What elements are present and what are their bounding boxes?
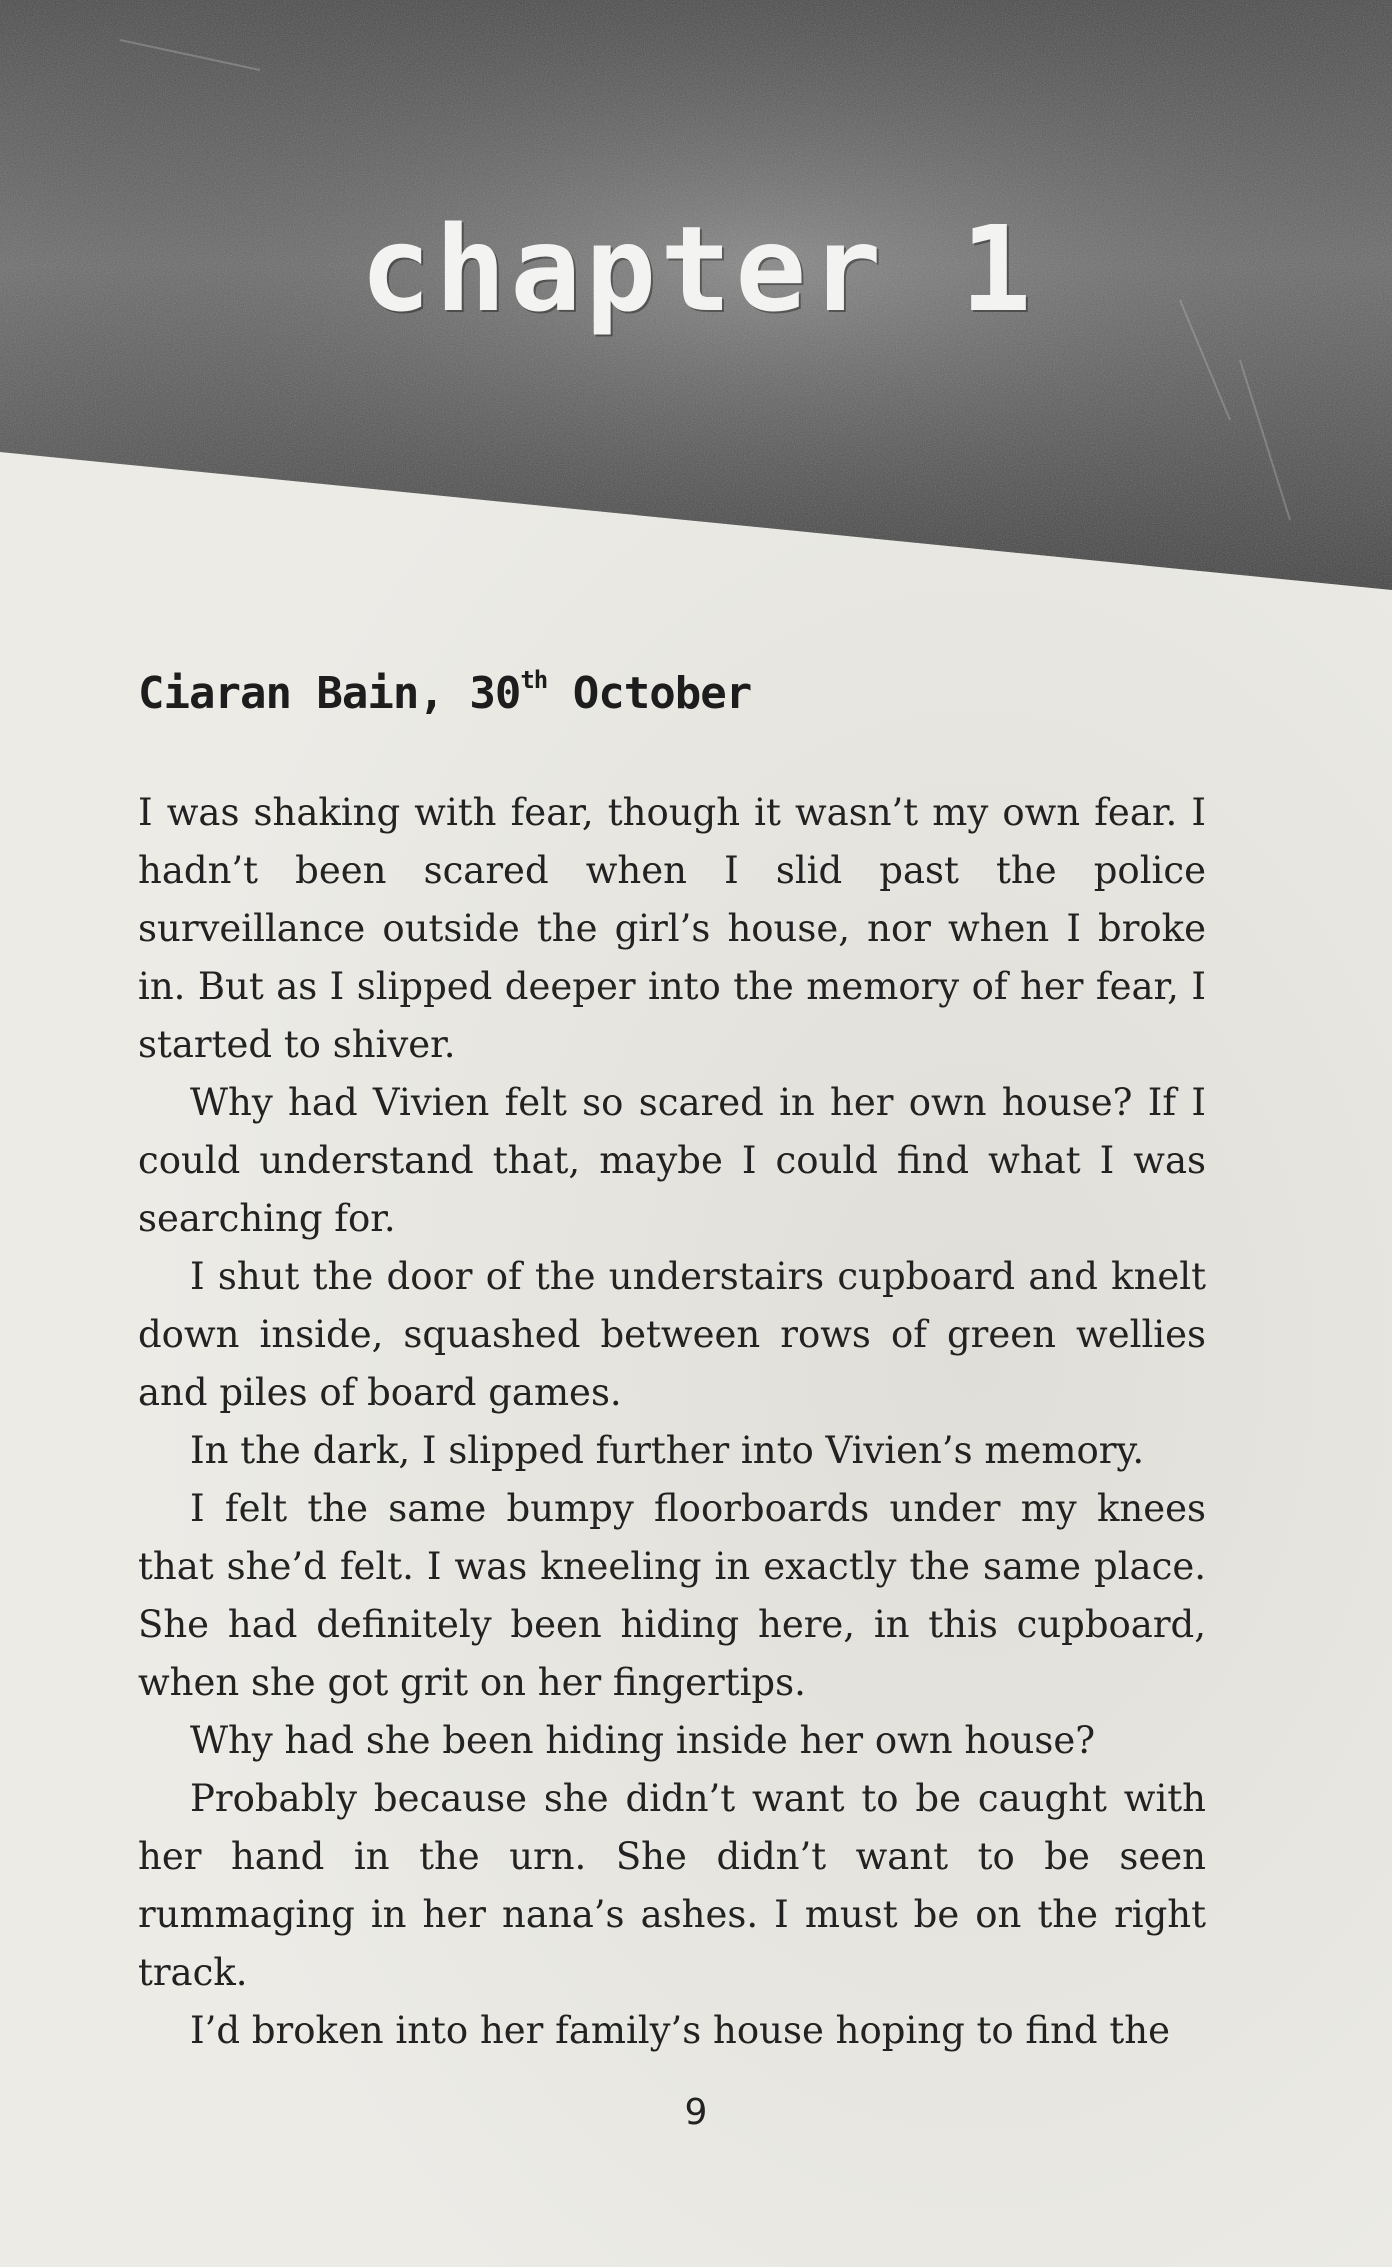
paragraph: Why had Vivien felt so scared in her own house? If I could understand that, maybe I could find what I was searching for. (138, 1081, 1206, 1240)
paragraph: I shut the door of the understairs cupboard and knelt down inside, squashed between rows of green wellies and piles of board games. (138, 1255, 1206, 1414)
paragraph: Probably because she didn’t want to be caught with her hand in the urn. She didn’t want to be seen rummaging in her nana’s ashes. I must be on the right track. (138, 1777, 1206, 1994)
paragraph: I felt the same bumpy floorboards under my knees that she’d felt. I was kneeling in exactly the same place. She had definitely been hiding here, in this cupboard, when she got grit on her fingertips. (138, 1487, 1206, 1704)
paragraph: In the dark, I slipped further into Vivien’s memory. (190, 1429, 1145, 1472)
section-heading (138, 666, 752, 719)
chapter-title: chapter 1 (360, 200, 1036, 338)
paragraph: I’d broken into her family’s house hoping to find the (190, 2009, 1170, 2052)
heading-month: October (547, 668, 752, 719)
heading-superscript: th (520, 666, 548, 694)
body-text (138, 784, 1206, 2060)
paragraph: I was shaking with fear, though it wasn’t my own fear. I hadn’t been scared when I slid past the police surveillance outside the girl’s house, nor when I broke in. But as I slipped deeper into the memory of her fear, I started to shiver. (138, 791, 1206, 1066)
page-number: 9 (684, 2092, 708, 2133)
paragraph: Why had she been hiding inside her own house? (190, 1719, 1096, 1762)
heading-name: Ciaran Bain, 30 (138, 668, 521, 719)
